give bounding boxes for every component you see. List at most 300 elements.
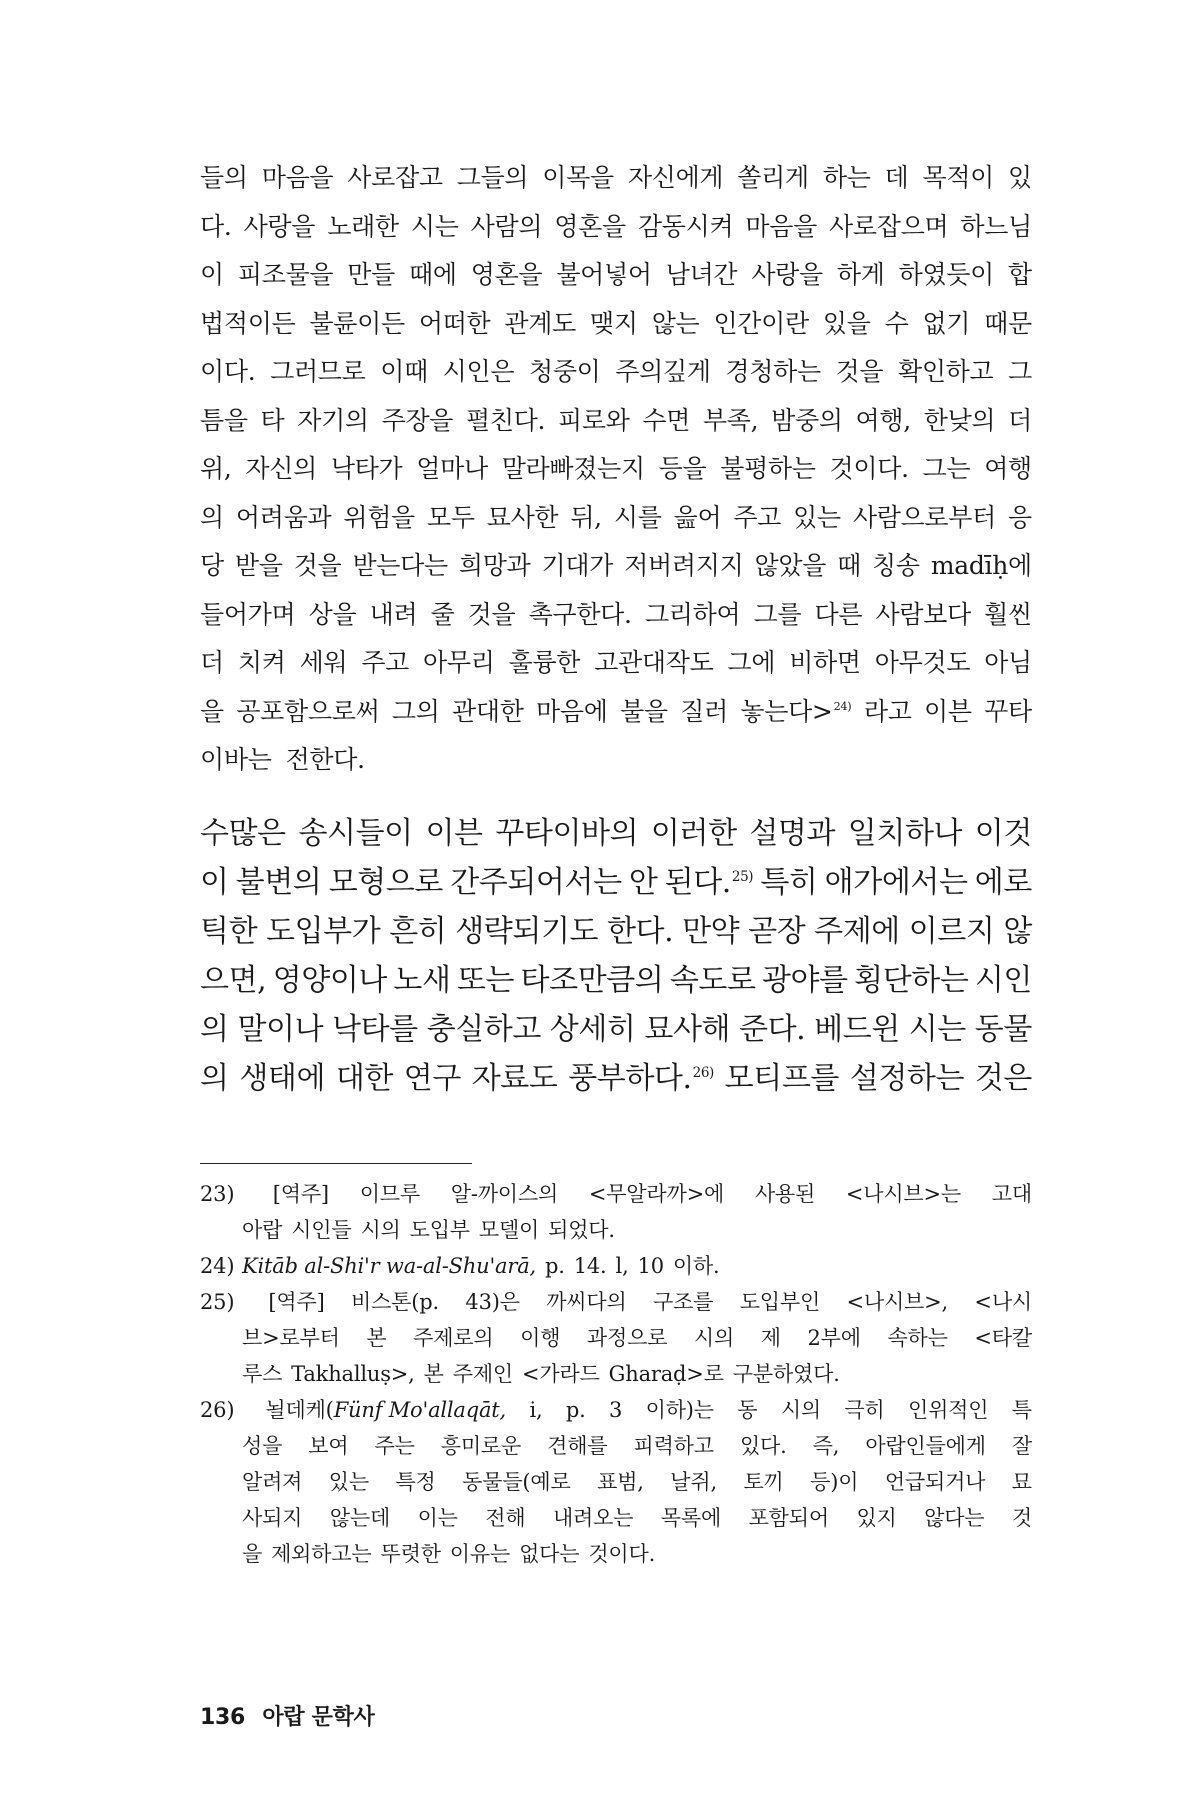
- word: 시의: [780, 1398, 821, 1422]
- word: 아랍: [242, 1218, 283, 1242]
- word: i,: [529, 1398, 543, 1422]
- word: 특: [1011, 1398, 1032, 1422]
- word: l,: [615, 1254, 629, 1278]
- word: 있을: [822, 308, 871, 338]
- text-line: [200, 643, 1032, 692]
- word: 그러므로: [270, 357, 366, 386]
- word: 송시들이: [298, 816, 413, 851]
- word: 인위적인: [908, 1398, 989, 1422]
- word: 10: [637, 1254, 664, 1278]
- word: 사람으로부터: [852, 502, 996, 532]
- word: 피로와: [558, 405, 630, 435]
- footnote-line: [200, 1178, 1032, 1214]
- word: 있는: [328, 1470, 369, 1494]
- word: 훨씬: [984, 599, 1032, 629]
- word: 이때: [380, 357, 428, 386]
- footnote: [200, 1250, 1032, 1286]
- word: 들의: [200, 163, 248, 192]
- word: 등)이: [810, 1470, 859, 1494]
- word: 남녀간: [665, 260, 738, 289]
- word: 제: [760, 1326, 781, 1350]
- word: 시를: [613, 502, 662, 532]
- word: 생태에: [239, 1061, 326, 1096]
- word: 이목을: [542, 163, 614, 192]
- word: 읊어: [673, 502, 722, 532]
- word: 없기: [922, 308, 971, 338]
- word: 모형으로: [328, 865, 444, 900]
- word: 영혼을: [554, 211, 626, 241]
- word: 밤중의: [771, 405, 843, 435]
- word: 도입부: [409, 1218, 470, 1242]
- word: 받을: [234, 551, 283, 580]
- word: 있지: [856, 1506, 897, 1530]
- text-line: [200, 546, 1032, 595]
- word: 만들: [347, 260, 395, 289]
- word: 사로잡고: [347, 163, 443, 192]
- word: 수: [884, 308, 909, 338]
- word: 노새: [393, 963, 451, 998]
- word: 촉구한다.: [528, 599, 632, 629]
- word: 위,: [200, 454, 232, 483]
- word: 의: [200, 1012, 229, 1047]
- word: 사랑을: [243, 211, 316, 241]
- word: 줄: [430, 599, 455, 629]
- word: 주제로의: [413, 1326, 494, 1350]
- book-title-italic: Kitāb al-Shi'r wa-al-Shu'arā,: [242, 1254, 537, 1278]
- paragraph-2: [200, 808, 1032, 1102]
- word: 그들의: [456, 163, 529, 192]
- text-line: [200, 255, 1032, 304]
- word: 법적이든: [200, 308, 296, 338]
- footnote-line: [200, 1466, 1032, 1502]
- footnote-line: [200, 1538, 1032, 1574]
- word: 이바는: [200, 745, 272, 774]
- word: 이다.: [200, 357, 256, 386]
- word: madīḥ에: [930, 551, 1032, 580]
- word: p.: [545, 1254, 565, 1278]
- word: 간주되어서는: [450, 865, 622, 900]
- word: 43)은: [465, 1290, 520, 1314]
- word: 타조만큼의: [520, 963, 664, 998]
- word: 말이나: [237, 1012, 324, 1047]
- word: 그를: [753, 599, 802, 629]
- text-line: [200, 595, 1032, 644]
- word: 아랍인들에게: [865, 1434, 986, 1458]
- word: <가라드: [522, 1362, 600, 1386]
- word: 다.: [200, 211, 232, 241]
- word: 타: [260, 405, 285, 435]
- word: 라고: [863, 696, 912, 726]
- word: 잘: [1011, 1434, 1032, 1458]
- text-line: [200, 401, 1032, 450]
- word: 날쥐,: [670, 1470, 717, 1494]
- word: 까씨다의: [546, 1290, 627, 1314]
- word: 낙타가: [330, 454, 403, 483]
- text-line: [200, 740, 1032, 789]
- book-title: 아랍 문학사: [262, 1705, 375, 1730]
- text-line: [200, 207, 1032, 256]
- word: 하였듯이: [898, 260, 995, 289]
- word: 그의: [391, 696, 440, 726]
- word: 속도로: [669, 963, 756, 998]
- word: 치켜: [237, 648, 286, 677]
- footnote-line: [200, 1430, 1032, 1466]
- word: 주제인: [452, 1362, 514, 1386]
- word: 표범,: [597, 1470, 644, 1494]
- word: 자신에게: [627, 163, 724, 192]
- word: 시인: [974, 963, 1032, 998]
- word: 어떠한: [418, 308, 491, 338]
- word: 훌륭한: [508, 648, 581, 677]
- text-line: [200, 692, 1032, 741]
- word: 하는: [822, 163, 871, 192]
- word: 설명과: [749, 816, 836, 851]
- footnote-number: 24): [200, 1254, 235, 1278]
- word: 불변의: [235, 865, 322, 900]
- word: 수많은: [200, 816, 286, 851]
- footnote-line: [200, 1250, 1032, 1286]
- word: 불어넣어: [556, 260, 652, 289]
- word: 질러: [680, 696, 728, 726]
- word: 노래한: [327, 211, 399, 241]
- word: 없다는: [519, 1542, 580, 1566]
- footnote-line: [200, 1358, 1032, 1394]
- word: 도입부가: [266, 914, 381, 949]
- footnote: [200, 1394, 1032, 1574]
- word: 않는데: [329, 1506, 391, 1530]
- word: 시의: [360, 1218, 401, 1242]
- footnote-ref: 25): [731, 869, 754, 885]
- word: 제외하고는: [271, 1542, 372, 1566]
- word: 이는: [417, 1506, 458, 1530]
- word: 영양이나: [272, 963, 388, 998]
- word: [역주]: [268, 1290, 325, 1314]
- word: 그리하여: [644, 599, 741, 629]
- word: p.: [565, 1398, 586, 1422]
- word: 쏠리게: [737, 163, 809, 192]
- word: 그: [1008, 357, 1032, 386]
- word: 모두: [426, 502, 475, 532]
- word: 낙타를: [332, 1012, 418, 1047]
- word: 합: [1008, 260, 1032, 289]
- word: 생략되기도: [455, 914, 599, 949]
- word: 주제에: [814, 914, 900, 949]
- word: 불평하는: [720, 454, 816, 483]
- word: 이하)는: [645, 1398, 714, 1422]
- word: 의: [200, 502, 224, 532]
- word: 칭송: [872, 551, 920, 580]
- word: 주의깊게: [615, 357, 711, 386]
- word: 사되지: [242, 1506, 303, 1530]
- text-line: [200, 449, 1032, 498]
- word: 틈을: [200, 405, 248, 435]
- word: 일치하나: [847, 816, 963, 851]
- word: 위험을: [343, 502, 415, 532]
- word: 본: [366, 1326, 387, 1350]
- word: 공포함으로써: [236, 696, 380, 726]
- word: 인간이란: [713, 308, 809, 338]
- word: 놓는다>$^{24)}$: [740, 696, 852, 726]
- footnote-divider: [200, 1163, 472, 1164]
- word: 자신의: [245, 454, 317, 483]
- word: 된다.$^{25)}$: [664, 865, 754, 900]
- footnote-line: [200, 1322, 1032, 1358]
- word: 뒤,: [570, 502, 602, 532]
- word: 또는: [456, 963, 515, 998]
- word: 것: [1011, 1506, 1032, 1530]
- word: 이: [200, 865, 229, 900]
- word: 고대: [991, 1182, 1032, 1206]
- text-line: [200, 498, 1032, 547]
- word: 하느님: [960, 211, 1032, 241]
- word: 불륜이든: [309, 308, 405, 338]
- page-footer: [200, 1700, 385, 1731]
- word: 뇔데케(Fünf Mo'allaqāt,: [265, 1398, 507, 1422]
- word: 감동시켜: [637, 211, 734, 241]
- word: 비하면: [789, 648, 861, 677]
- word: 성을: [242, 1434, 283, 1458]
- word: 피력하고: [633, 1434, 714, 1458]
- word: <나시브>는: [845, 1182, 961, 1206]
- word: 애가에서는: [824, 865, 968, 900]
- word: 불을: [620, 696, 668, 726]
- word: 전한다.: [285, 745, 365, 774]
- word: 않았을: [754, 551, 827, 580]
- word: 설정하는: [849, 1061, 965, 1096]
- word: 극히: [844, 1398, 885, 1422]
- word: 들어가며: [200, 599, 296, 629]
- word: 묘사해: [644, 1012, 731, 1047]
- word: 의: [200, 1061, 229, 1096]
- word: 말라빠졌는지: [501, 454, 645, 483]
- word: 것은: [974, 1061, 1032, 1096]
- word: 알려져: [242, 1470, 303, 1494]
- word: 시의: [693, 1326, 735, 1350]
- word: 충실하고: [426, 1012, 541, 1047]
- word: 시인들: [291, 1218, 352, 1242]
- word: Gharaḍ>로: [608, 1362, 724, 1386]
- word: 이유는: [449, 1542, 511, 1566]
- word: 관대한: [452, 696, 524, 726]
- word: 곧장: [748, 914, 806, 949]
- word: 마음을: [261, 163, 334, 192]
- word: 것을: [467, 599, 516, 629]
- word: 시는: [410, 211, 459, 241]
- word: 자기의: [297, 405, 369, 435]
- word: 상을: [308, 599, 357, 629]
- word: 아님: [984, 648, 1032, 677]
- word: 있: [1008, 163, 1032, 192]
- word: 포함되어: [748, 1506, 829, 1530]
- word: 사로잡으며: [829, 211, 949, 241]
- word: 견해를: [547, 1434, 608, 1458]
- word: 알-까이스의: [450, 1182, 559, 1206]
- word: 안: [628, 865, 658, 900]
- word: 시는: [908, 1012, 966, 1047]
- word: 관계도: [504, 308, 576, 338]
- word: [역주]: [272, 1182, 329, 1206]
- word: 3: [609, 1398, 623, 1422]
- text-line: [200, 158, 1032, 207]
- footnote: [200, 1178, 1032, 1250]
- word: 14.: [573, 1254, 607, 1278]
- word: 즉,: [812, 1434, 840, 1458]
- word: 마음을: [745, 211, 817, 241]
- word: <나시브>,: [846, 1290, 948, 1314]
- word: 구분하였다.: [732, 1362, 840, 1386]
- text-line: [200, 906, 1032, 955]
- word: 특히: [760, 865, 818, 900]
- footnote-ref: 24): [833, 700, 852, 714]
- word: 을: [200, 696, 224, 726]
- word: 있는: [793, 502, 841, 532]
- word: 동물: [974, 1012, 1032, 1047]
- word: 모델이: [478, 1218, 540, 1242]
- word: 있다.: [739, 1434, 787, 1458]
- word: 속하는: [887, 1326, 948, 1350]
- word: <타칼: [974, 1326, 1032, 1350]
- word: 연구: [403, 1061, 461, 1096]
- word: 이: [200, 260, 224, 289]
- word: 준다.: [738, 1012, 806, 1047]
- word: 이행: [520, 1326, 561, 1350]
- word: 경청하는: [725, 357, 821, 386]
- word: 않다는: [924, 1506, 985, 1530]
- text-line: [200, 808, 1032, 857]
- word: 않는: [651, 308, 700, 338]
- word: 다른: [814, 599, 863, 629]
- word: 받는다는: [352, 551, 448, 580]
- word: 언급되거나: [884, 1470, 986, 1494]
- word: 수면: [642, 405, 691, 435]
- word: 것이다.: [588, 1542, 656, 1566]
- word: 이하.: [672, 1254, 720, 1278]
- word: 때에: [409, 260, 457, 289]
- word: 이븐: [924, 696, 972, 726]
- word: 목록에: [660, 1506, 722, 1530]
- word: 자료도: [471, 1061, 558, 1096]
- word: 내려: [369, 599, 418, 629]
- word: 고관대작도: [594, 648, 714, 677]
- word: 만약: [682, 914, 740, 949]
- word: <무알라까>에: [588, 1182, 725, 1206]
- word: 한다.: [606, 914, 674, 949]
- word: 여행,: [855, 405, 911, 435]
- word: 흥미로운: [440, 1434, 522, 1458]
- word: 횡단하는: [854, 963, 969, 998]
- word: 데: [884, 163, 909, 192]
- word: 어려움과: [235, 502, 332, 532]
- word: 하게: [836, 260, 885, 289]
- word: 때문: [984, 308, 1032, 338]
- word: 사람보다: [875, 599, 971, 629]
- word: 한낮의: [923, 405, 996, 435]
- word: 내려오는: [552, 1506, 634, 1530]
- word: 토끼: [743, 1470, 784, 1494]
- word: 사랑을: [751, 260, 823, 289]
- word: 전해: [485, 1506, 526, 1530]
- word: 이러한: [650, 816, 737, 851]
- word: 부족,: [702, 405, 759, 435]
- text-line: [200, 304, 1032, 353]
- word: 그는: [922, 454, 971, 483]
- word: 되었다.: [548, 1218, 615, 1242]
- word: 틱한: [200, 914, 258, 949]
- word: 이것: [974, 816, 1032, 851]
- text-line: [200, 1053, 1032, 1102]
- footnote-line: [200, 1394, 1032, 1430]
- word: 사람의: [470, 211, 543, 241]
- text-line: [200, 1004, 1032, 1053]
- book-title-italic: Fünf Mo'allaqāt,: [333, 1398, 507, 1422]
- word: 2부에: [807, 1326, 861, 1350]
- word: 대한: [335, 1061, 394, 1096]
- word: 그에: [727, 648, 776, 677]
- word: 주장을: [381, 405, 454, 435]
- footnote-number: 25): [200, 1290, 235, 1314]
- word: 특정: [395, 1470, 436, 1494]
- word: 여행: [984, 454, 1032, 483]
- word: 루스: [242, 1362, 283, 1386]
- word: 않: [1003, 914, 1032, 949]
- word: 본: [423, 1362, 444, 1386]
- footnote-number: 23): [200, 1182, 235, 1206]
- word: 으면,: [200, 963, 267, 998]
- word: 것을: [293, 551, 342, 580]
- word: 모티프를: [724, 1061, 839, 1096]
- word: 사용된: [754, 1182, 816, 1206]
- word: 영혼을: [470, 260, 543, 289]
- word: 광야를: [761, 963, 848, 998]
- word: 시인은: [442, 357, 515, 386]
- word: 기대가: [541, 551, 614, 580]
- text-line: [200, 857, 1032, 906]
- page-number: 136: [200, 1705, 246, 1730]
- word: 응: [1008, 502, 1032, 532]
- word: 풍부하다.$^{26)}$: [568, 1061, 714, 1096]
- word: 꾸타: [984, 696, 1032, 726]
- word: 것을: [835, 357, 884, 386]
- word: 펼친다.: [466, 405, 546, 435]
- word: 에로: [974, 865, 1032, 900]
- word: 흔히: [389, 914, 447, 949]
- word: 동: [737, 1398, 758, 1422]
- text-line: [200, 955, 1032, 1004]
- word: 과정으로: [586, 1326, 668, 1350]
- word: 동물들(예로: [462, 1470, 571, 1494]
- word: <나시: [974, 1290, 1032, 1314]
- word: 희망과: [458, 551, 531, 580]
- word: 것이다.: [829, 454, 909, 483]
- word: 때: [837, 551, 861, 580]
- word: 청중이: [528, 357, 601, 386]
- paragraph-1: [200, 158, 1032, 789]
- word: 주고: [361, 648, 410, 677]
- word: 확인하고: [897, 357, 994, 386]
- word: 피조물을: [237, 260, 334, 289]
- footnote-line: [200, 1502, 1032, 1538]
- word: 맺지: [590, 308, 638, 338]
- word: 이므루: [359, 1182, 420, 1206]
- word: 저버려지지: [624, 551, 744, 580]
- text-line: [200, 352, 1032, 401]
- footnote-number: 26): [200, 1398, 235, 1422]
- word: 묘사한: [486, 502, 559, 532]
- word: 주는: [374, 1434, 415, 1458]
- word: 상세히: [549, 1012, 636, 1047]
- word: 꾸타이바의: [495, 816, 639, 851]
- word: 이븐: [425, 816, 483, 851]
